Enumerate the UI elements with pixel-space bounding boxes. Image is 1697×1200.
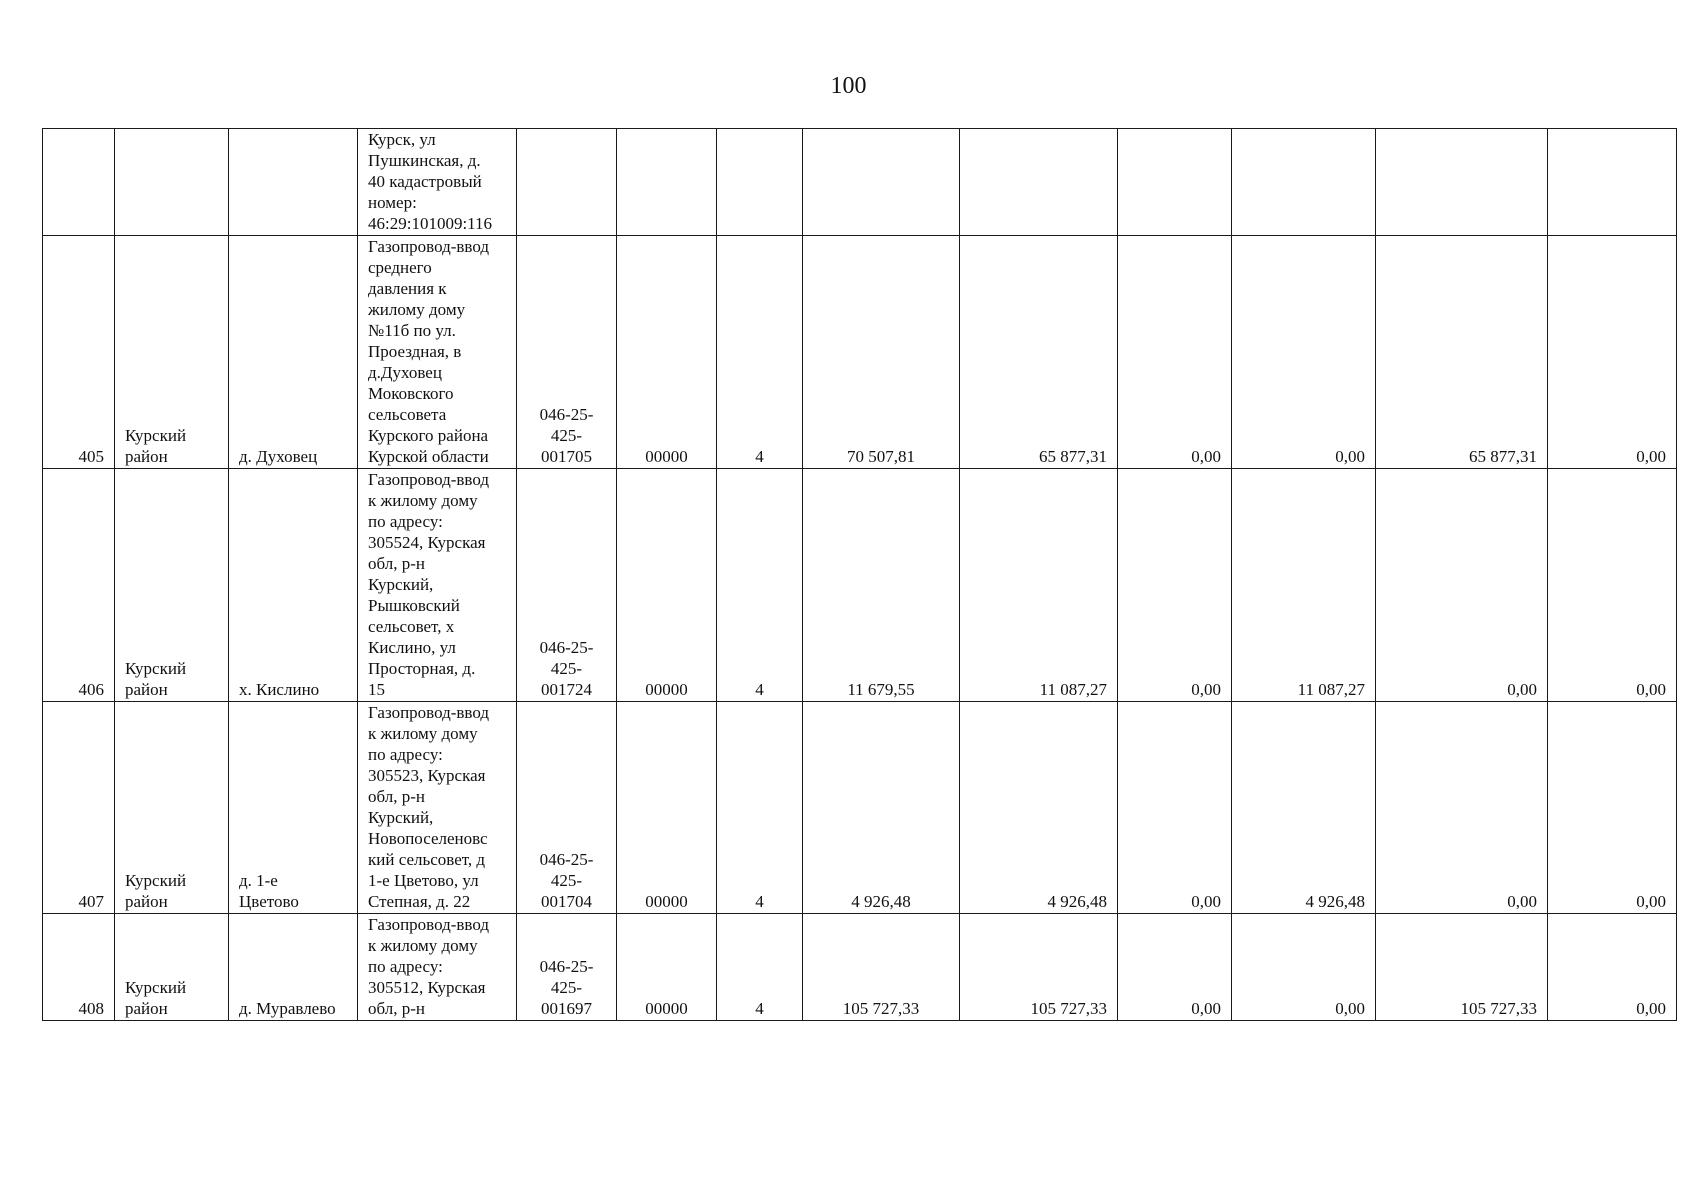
value-cell-5: 0,00	[1376, 469, 1548, 702]
locality-cell: д. Духовец	[229, 236, 358, 469]
value-cell-3: 0,00	[1118, 914, 1232, 1021]
value-cell-2: 105 727,33	[960, 914, 1118, 1021]
group-cell: 4	[717, 469, 803, 702]
kosgu-code-cell: 00000	[617, 702, 717, 914]
description-cell: Газопровод-ввод среднего давления к жилому дому №11б по ул. Проездная, в д.Духовец Моковского сельсовета Курского района Курской области	[358, 236, 517, 469]
value-cell-4: 4 926,48	[1232, 702, 1376, 914]
locality-cell	[229, 129, 358, 236]
value-cell-6: 0,00	[1548, 702, 1677, 914]
district-cell: Курский район	[115, 702, 229, 914]
value-cell-5	[1376, 129, 1548, 236]
inventory-code-cell: 046-25- 425- 001697	[517, 914, 617, 1021]
value-cell-6: 0,00	[1548, 469, 1677, 702]
value-cell-3: 0,00	[1118, 702, 1232, 914]
description-cell: Газопровод-ввод к жилому дому по адресу: 305524, Курская обл, р-н Курский, Рышковский сельсовет, х Кислино, ул Просторная, д. 15	[358, 469, 517, 702]
inventory-code-cell: 046-25- 425- 001724	[517, 469, 617, 702]
value-cell-6: 0,00	[1548, 914, 1677, 1021]
description-cell: Газопровод-ввод к жилому дому по адресу: 305512, Курская обл, р-н	[358, 914, 517, 1021]
group-cell: 4	[717, 914, 803, 1021]
row-number-cell	[43, 129, 115, 236]
value-cell-3: 0,00	[1118, 469, 1232, 702]
value-cell-4: 11 087,27	[1232, 469, 1376, 702]
value-cell-4: 0,00	[1232, 236, 1376, 469]
district-cell	[115, 129, 229, 236]
description-cell: Газопровод-ввод к жилому дому по адресу: 305523, Курская обл, р-н Курский, Новопоселеновс кий сельсовет, д 1-е Цветово, ул Степная, д. 22	[358, 702, 517, 914]
district-cell: Курский район	[115, 914, 229, 1021]
row-number-cell: 407	[43, 702, 115, 914]
locality-cell: д. Муравлево	[229, 914, 358, 1021]
kosgu-code-cell: 00000	[617, 236, 717, 469]
value-cell-1: 70 507,81	[803, 236, 960, 469]
value-cell-6	[1548, 129, 1677, 236]
district-cell: Курский район	[115, 236, 229, 469]
value-cell-4: 0,00	[1232, 914, 1376, 1021]
page-number: 100	[830, 73, 867, 99]
value-cell-1	[803, 129, 960, 236]
row-number-cell: 406	[43, 469, 115, 702]
registry-table	[42, 128, 1677, 1021]
kosgu-code-cell: 00000	[617, 914, 717, 1021]
locality-cell: д. 1-е Цветово	[229, 702, 358, 914]
value-cell-3: 0,00	[1118, 236, 1232, 469]
value-cell-5: 105 727,33	[1376, 914, 1548, 1021]
value-cell-2: 4 926,48	[960, 702, 1118, 914]
row-number-cell: 408	[43, 914, 115, 1021]
table-row	[43, 129, 1677, 236]
value-cell-1: 11 679,55	[803, 469, 960, 702]
table-row	[43, 236, 1677, 469]
table-row	[43, 702, 1677, 914]
kosgu-code-cell	[617, 129, 717, 236]
value-cell-6: 0,00	[1548, 236, 1677, 469]
value-cell-2: 65 877,31	[960, 236, 1118, 469]
group-cell: 4	[717, 236, 803, 469]
group-cell	[717, 129, 803, 236]
group-cell: 4	[717, 702, 803, 914]
table-row	[43, 469, 1677, 702]
value-cell-5: 65 877,31	[1376, 236, 1548, 469]
value-cell-5: 0,00	[1376, 702, 1548, 914]
table-row	[43, 914, 1677, 1021]
locality-cell: х. Кислино	[229, 469, 358, 702]
value-cell-2: 11 087,27	[960, 469, 1118, 702]
value-cell-1: 4 926,48	[803, 702, 960, 914]
kosgu-code-cell: 00000	[617, 469, 717, 702]
value-cell-2	[960, 129, 1118, 236]
inventory-code-cell: 046-25- 425- 001705	[517, 236, 617, 469]
district-cell: Курский район	[115, 469, 229, 702]
value-cell-1: 105 727,33	[803, 914, 960, 1021]
value-cell-3	[1118, 129, 1232, 236]
row-number-cell: 405	[43, 236, 115, 469]
inventory-code-cell	[517, 129, 617, 236]
value-cell-4	[1232, 129, 1376, 236]
description-cell: Курск, ул Пушкинская, д. 40 кадастровый номер: 46:29:101009:116	[358, 129, 517, 236]
inventory-code-cell: 046-25- 425- 001704	[517, 702, 617, 914]
